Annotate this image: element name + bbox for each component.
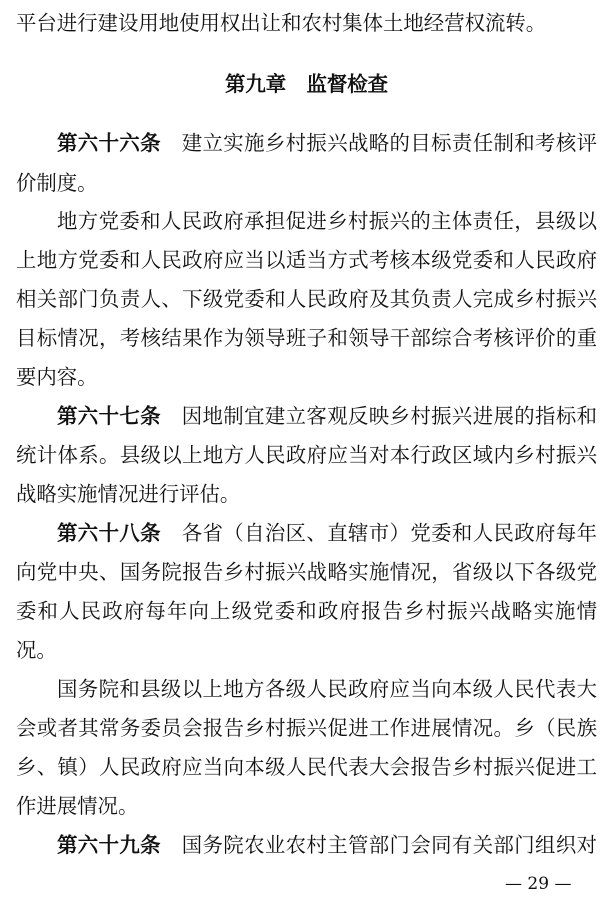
article-68-para2-line-1: 国务院和县级以上地方各级人民政府应当向本级人民代表大 bbox=[57, 677, 597, 701]
article-66-para2-line-4: 目标情况，考核结果作为领导班子和领导干部综合考核评价的重 bbox=[16, 326, 597, 350]
article-66-label: 第六十六条 bbox=[57, 131, 161, 155]
article-68-line-1 bbox=[57, 518, 597, 548]
article-68-para2-line-2: 会或者其常务委员会报告乡村振兴促进工作进展情况。乡（民族 bbox=[16, 716, 597, 740]
article-67-text: 因地制宜建立客观反映乡村振兴进展的指标和 bbox=[181, 404, 597, 428]
article-66-para2-line-2: 上地方党委和人民政府应当以适当方式考核本级党委和人民政府 bbox=[16, 248, 597, 272]
article-68-label: 第六十八条 bbox=[57, 521, 161, 545]
article-67-line-1 bbox=[57, 401, 597, 431]
article-68-line-3: 委和人民政府每年向上级党委和政府报告乡村振兴战略实施情 bbox=[16, 599, 597, 623]
article-68-line-2: 向党中央、国务院报告乡村振兴战略实施情况，省级以下各级党 bbox=[16, 560, 597, 584]
chapter-heading: 第九章 监督检查 bbox=[224, 72, 389, 96]
article-67-label: 第六十七条 bbox=[57, 404, 161, 428]
article-66-para2-line-1: 地方党委和人民政府承担促进乡村振兴的主体责任，县级以 bbox=[57, 209, 597, 233]
article-66-para2-line-3: 相关部门负责人、下级党委和人民政府及其负责人完成乡村振兴 bbox=[16, 287, 597, 311]
article-67-line-2: 统计体系。县级以上地方人民政府应当对本行政区域内乡村振兴 bbox=[16, 443, 597, 467]
continuation-line: 平台进行建设用地使用权出让和农村集体土地经营权流转。 bbox=[16, 11, 547, 35]
article-66-para2-line-5: 要内容。 bbox=[16, 365, 98, 389]
article-69-label: 第六十九条 bbox=[57, 833, 161, 857]
article-66-line-2: 价制度。 bbox=[16, 171, 98, 195]
article-66-line-1 bbox=[57, 128, 597, 158]
article-68-line-4: 况。 bbox=[16, 638, 57, 662]
page-number: — 29 — bbox=[505, 874, 572, 894]
article-68-para2-line-4: 作进展情况。 bbox=[16, 794, 139, 818]
article-69-text: 国务院农业农村主管部门会同有关部门组织对 bbox=[181, 833, 597, 857]
article-66-text: 建立实施乡村振兴战略的目标责任制和考核评 bbox=[181, 131, 597, 155]
article-69-line-1 bbox=[57, 830, 597, 860]
article-67-line-3: 战略实施情况进行评估。 bbox=[16, 482, 241, 506]
article-68-text: 各省（自治区、直辖市）党委和人民政府每年 bbox=[181, 521, 597, 545]
article-68-para2-line-3: 乡、镇）人民政府应当向本级人民代表大会报告乡村振兴促进工 bbox=[16, 755, 597, 779]
